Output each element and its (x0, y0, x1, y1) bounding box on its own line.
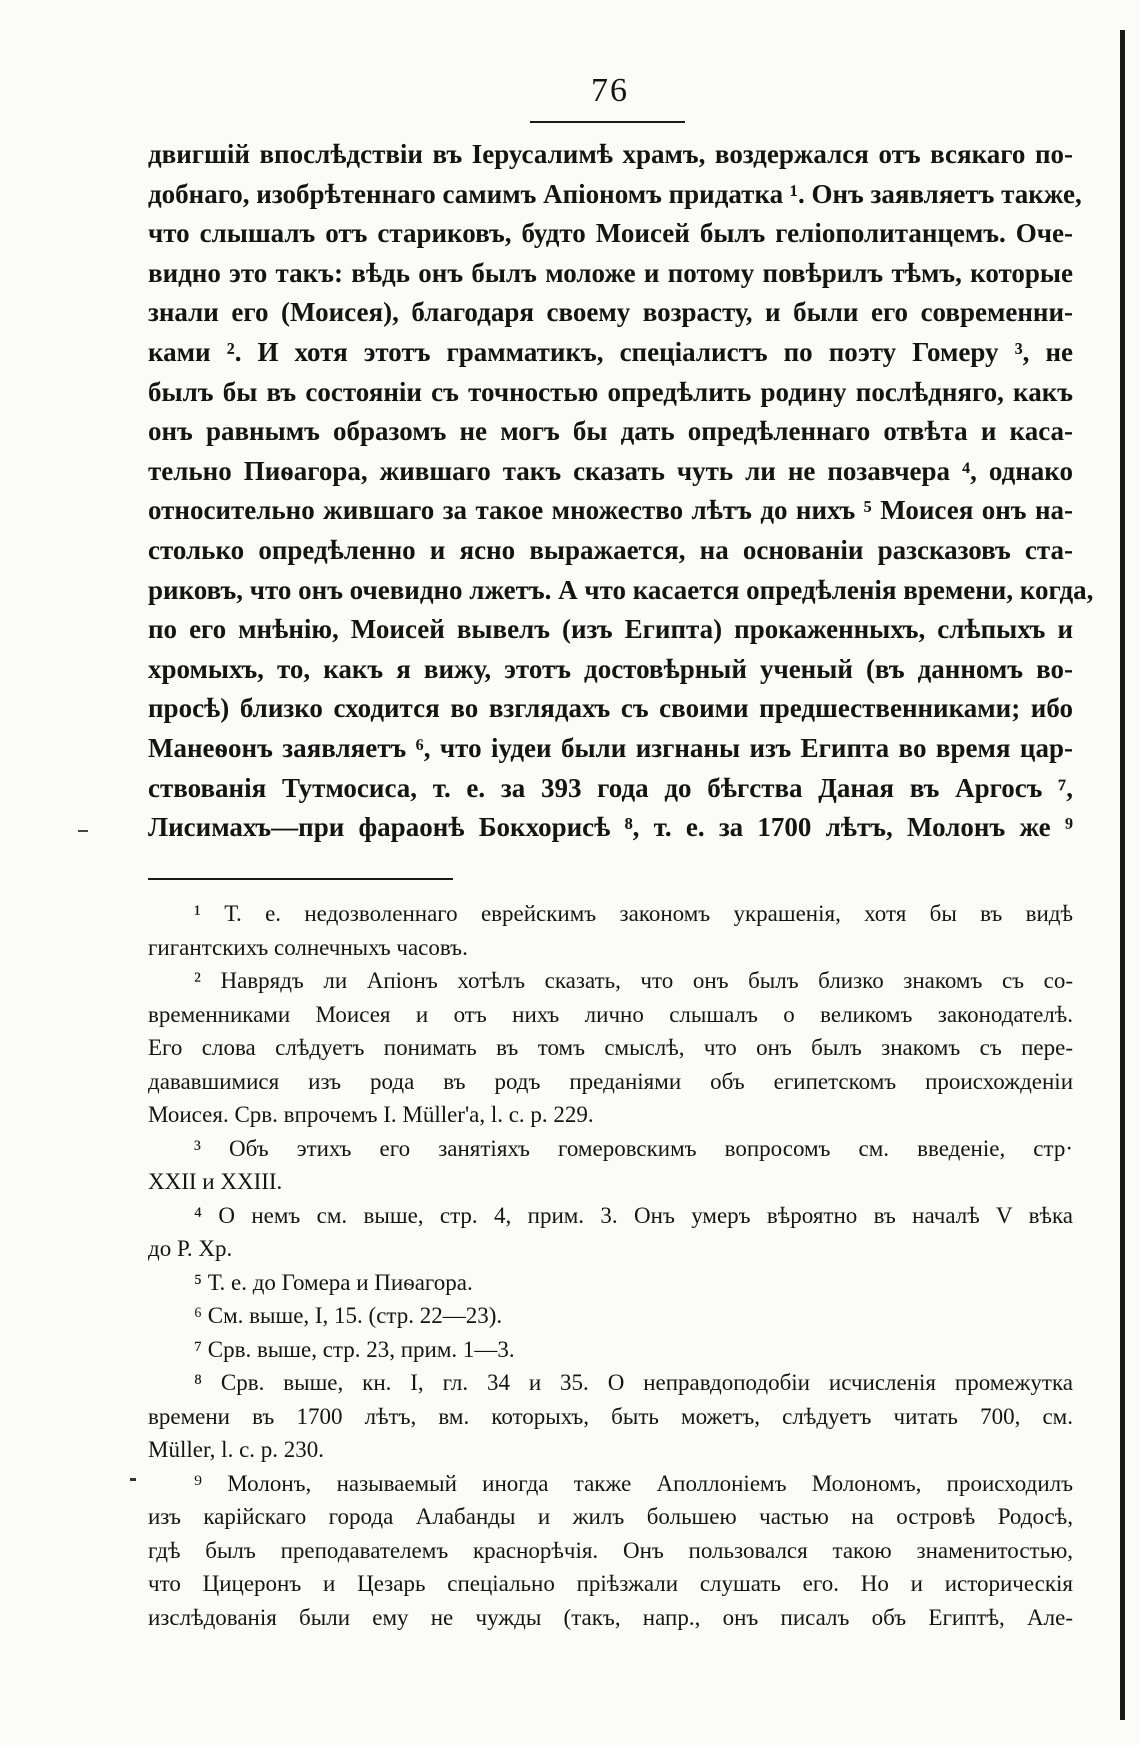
text-line: по его мнѣнію, Моисей вывелъ (изъ Египта) прокаженныхъ, слѣпыхъ и (148, 614, 1073, 645)
text-line: тельно Пиѳагора, жившаго такъ сказать чуть ли не позавчера ⁴, однако (148, 455, 1073, 486)
margin-dot (130, 1478, 136, 1481)
page-number-underline (530, 121, 685, 123)
text-line: столько опредѣленно и ясно выражается, на основаніи разсказовъ ста- (148, 534, 1073, 565)
footnote-line: ⁷ Срв. выше, стр. 23, прим. 1—3. (194, 1336, 515, 1362)
footnote-8 (148, 1366, 1073, 1467)
footnote-separator (148, 878, 453, 880)
footnote-line: ² Наврядъ ли Апіонъ хотѣлъ сказать, что онъ былъ близко знакомъ съ со- (194, 968, 1073, 993)
footnote-line: Моисея. Срв. впрочемъ I. Müller'а, l. c. p. 229. (148, 1102, 594, 1127)
footnote-line: дававшимися изъ рода въ родъ преданіями объ египетскомъ происхожденіи (148, 1068, 1073, 1094)
text-line: что слышалъ отъ стариковъ, будто Моисей былъ геліополитанцемъ. Оче- (148, 218, 1073, 249)
footnote-line: что Цицеронъ и Цезарь спеціально пріѣзжали слушать его. Но и историческія (148, 1571, 1073, 1596)
text-line: риковъ, что онъ очевидно лжетъ. А что касается опредѣленія времени, когда, (148, 574, 1094, 605)
text-line: Манеѳонъ заявляетъ ⁶, что іудеи были изгнаны изъ Египта во время цар- (148, 732, 1073, 763)
footnote-line: изъ карійскаго города Алабанды и жилъ большею частью на островѣ Родосѣ, (148, 1504, 1073, 1529)
text-line: видно это такъ: вѣдь онъ былъ моложе и потому повѣрилъ тѣмъ, которые (148, 257, 1073, 288)
footnote-line: до Р. Хр. (148, 1236, 233, 1261)
footnote-5 (148, 1266, 1073, 1300)
footnote-line: ⁶ См. выше, I, 15. (стр. 22—23). (194, 1303, 503, 1328)
text-line: былъ бы въ состояніи съ точностью опредѣлить родину послѣдняго, какъ (148, 376, 1073, 407)
main-text (148, 135, 1094, 848)
footnote-line: ¹ Т. е. недозволеннаго еврейскимъ закономъ украшенія, хотя бы въ видѣ (194, 901, 1073, 926)
footnote-line: ⁵ Т. е. до Гомера и Пиѳагора. (194, 1269, 473, 1295)
footnote-line: XXII и XXIII. (148, 1169, 283, 1194)
text-line: ствованія Тутмосиса, т. е. за 393 года до бѣгства Даная въ Аргосъ ⁷, (148, 772, 1073, 803)
footnote-line: Его слова слѣдуетъ понимать въ томъ смыслѣ, что онъ былъ знакомъ съ пере- (148, 1035, 1073, 1060)
footnote-line: гигантскихъ солнечныхъ часовъ. (148, 934, 468, 960)
footnote-7 (148, 1333, 1073, 1367)
footnote-line: ⁴ О немъ см. выше, стр. 4, прим. 3. Онъ умеръ вѣроятно въ началѣ V вѣка (194, 1202, 1073, 1228)
footnote-line: времени въ 1700 лѣтъ, вм. которыхъ, быть можетъ, слѣдуетъ читать 700, см. (148, 1403, 1073, 1429)
footnote-6 (148, 1299, 1073, 1333)
footnote-line: гдѣ былъ преподавателемъ краснорѣчія. Онъ пользовался такою знаменитостью, (148, 1537, 1073, 1563)
text-line: добнаго, изобрѣтеннаго самимъ Апіономъ придатка ¹. Онъ заявляетъ также, (148, 178, 1082, 209)
text-line: относительно жившаго за такое множество лѣтъ до нихъ ⁵ Моисея онъ на- (148, 495, 1073, 526)
text-line: ками ². И хотя этотъ грамматикъ, спеціалистъ по поэту Гомеру ³, не (148, 336, 1073, 367)
page-edge-rule (1120, 30, 1125, 1720)
footnote-4 (148, 1199, 1073, 1266)
text-line: знали его (Моисея), благодаря своему возрасту, и были его современни- (148, 297, 1073, 328)
footnote-3 (148, 1132, 1073, 1199)
footnote-line: ⁸ Срв. выше, кн. I, гл. 34 и 35. О неправдоподобіи исчисленія промежутка (194, 1370, 1073, 1395)
text-line: онъ равнымъ образомъ не могъ бы дать опредѣленнаго отвѣта и каса- (148, 416, 1073, 447)
footnote-line: Müller, l. c. p. 230. (148, 1437, 325, 1462)
margin-mark (78, 830, 88, 832)
page-number: 76 (591, 72, 629, 109)
footnote-line: временниками Моисея и отъ нихъ лично слышалъ о великомъ законодателѣ. (148, 1001, 1073, 1027)
text-line: просѣ) близко сходится во взглядахъ съ своими предшественниками; ибо (148, 693, 1073, 724)
text-line: двигшій впослѣдствіи въ Іерусалимѣ храмъ, воздержался отъ всякаго по- (148, 139, 1073, 169)
footnotes (148, 897, 1073, 1634)
footnote-2 (148, 964, 1073, 1132)
text-line: Лисимахъ—при фараонѣ Бокхорисѣ ⁸, т. е. за 1700 лѣтъ, Молонъ же ⁹ (148, 812, 1073, 843)
footnote-9 (148, 1467, 1073, 1635)
footnote-line: ⁹ Молонъ, называемый иногда также Аполлоніемъ Молономъ, происходилъ (194, 1470, 1073, 1496)
text-line: хромыхъ, то, какъ я вижу, этотъ достовѣрный ученый (въ данномъ во- (148, 653, 1073, 684)
footnote-1 (148, 897, 1073, 964)
footnote-line: ³ Объ этихъ его занятіяхъ гомеровскимъ вопросомъ см. введеніе, стр· (194, 1135, 1073, 1161)
footnote-line: изслѣдованія были ему не чужды (такъ, напр., онъ писалъ объ Египтѣ, Але- (148, 1604, 1073, 1630)
